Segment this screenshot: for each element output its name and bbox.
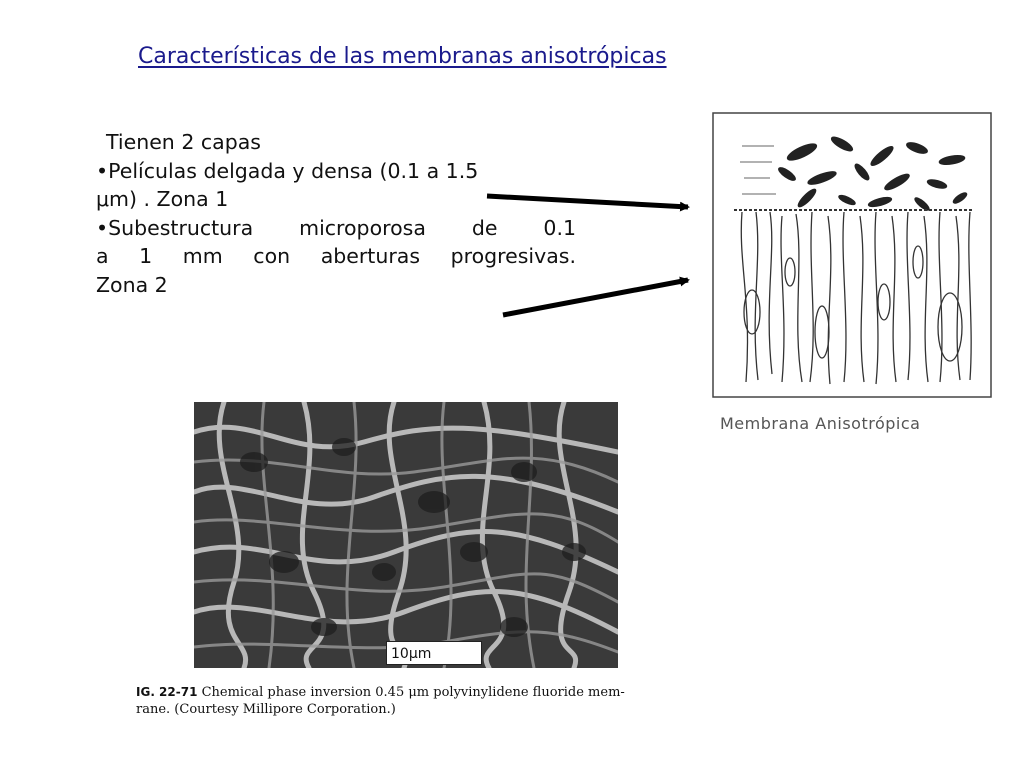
sketch-caption: Membrana Anisotrópica bbox=[720, 414, 921, 433]
bullet-dense-layer: •Películas delgada y densa (0.1 a 1.5 bbox=[96, 158, 479, 183]
slide-title: Características de las membranas anisotrópicas bbox=[138, 44, 667, 69]
figure-id: IG. 22-71 bbox=[136, 685, 198, 699]
intro-line: Tienen 2 capas bbox=[106, 130, 261, 154]
bullet-dense-layer-cont: μm) . Zona 1 bbox=[96, 187, 229, 211]
bullet-substructure-zone: Zona 2 bbox=[96, 272, 168, 297]
bullet-substructure-cont: a 1 mm con aberturas progresivas. bbox=[96, 244, 576, 268]
scale-bar-label: 10μm bbox=[386, 641, 482, 665]
anisotropic-membrane-sketch bbox=[712, 112, 992, 398]
sem-micrograph-image bbox=[194, 402, 618, 668]
bullet-substructure: •Subestructura microporosa de 0.1 bbox=[96, 215, 576, 240]
figure-caption bbox=[136, 684, 626, 718]
figure-caption-line1: Chemical phase inversion 0.45 μm polyvinylidene fluoride mem- bbox=[201, 685, 625, 700]
arrow-zone-2 bbox=[503, 280, 688, 315]
arrow-zone-1 bbox=[487, 196, 688, 207]
figure-caption-line2: rane. (Courtesy Millipore Corporation.) bbox=[136, 702, 396, 717]
